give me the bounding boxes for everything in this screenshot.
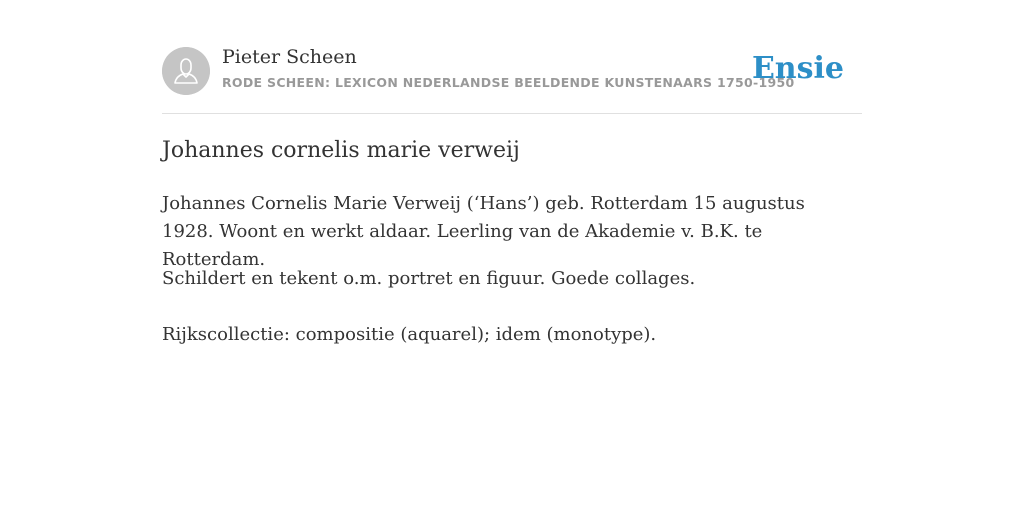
entry-header: [162, 46, 862, 96]
user-avatar-icon: [162, 47, 210, 95]
header-divider: [162, 113, 862, 114]
entry-paragraph-3: Rijkscollectie: compositie (aquarel); idem (monotype).: [162, 324, 657, 345]
ensie-logo[interactable]: Ensie: [751, 51, 844, 86]
entry-paragraph-1: Johannes Cornelis Marie Verweij (‘Hans’) geb. Rotterdam 15 augustus 1928. Woont en werkt aldaar. Leerling van de Akademie v. B.K. te Rotterdam.: [162, 193, 805, 270]
entry-title: Johannes cornelis marie verweij: [162, 138, 520, 163]
author-avatar[interactable]: [162, 47, 210, 95]
entry-paragraph-2: Schildert en tekent o.m. portret en figuur. Goede collages.: [162, 268, 696, 289]
source-title[interactable]: RODE SCHEEN: LEXICON NEDERLANDSE BEELDENDE KUNSTENAARS 1750-1950: [222, 75, 795, 90]
author-name[interactable]: Pieter Scheen: [222, 46, 357, 68]
